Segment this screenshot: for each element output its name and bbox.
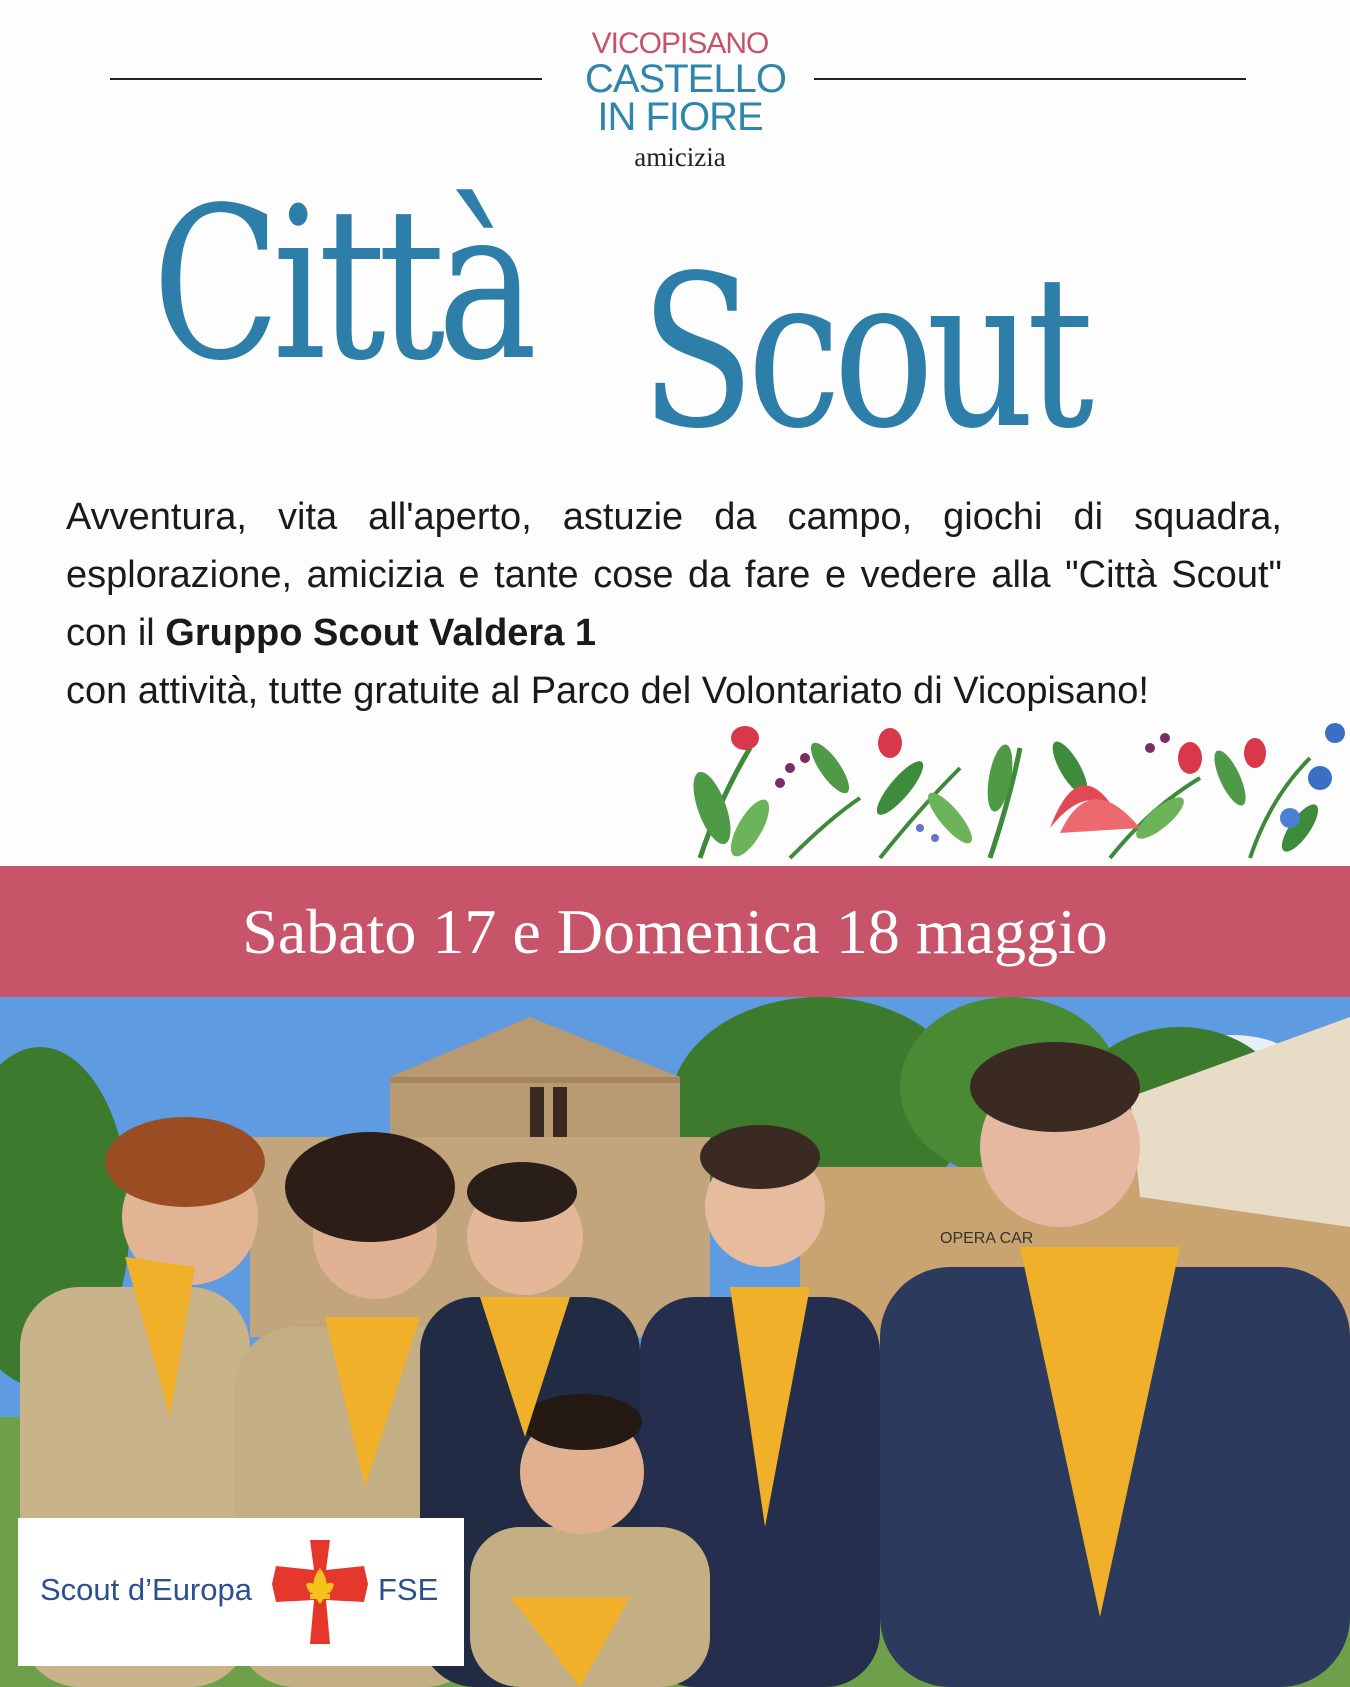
- header-rule-left: [110, 78, 542, 80]
- event-dates: Sabato 17 e Domenica 18 maggio: [242, 896, 1108, 967]
- logo-line-2: CASTELLO: [585, 57, 786, 101]
- description-paragraph-1: [66, 488, 1282, 662]
- title-word-scout: Scout: [640, 230, 1087, 475]
- scout-deuropa-badge: [18, 1518, 464, 1666]
- title-word-citta: Città: [152, 162, 530, 407]
- event-description: [66, 488, 1282, 720]
- logo-subtitle: amicizia: [634, 142, 726, 172]
- building-sign: OPERA CAR: [940, 1230, 1034, 1247]
- badge-label-scout-deuropa: Scout d’Europa: [40, 1572, 252, 1607]
- logo-line-1: VICOPISANO: [591, 27, 769, 60]
- castello-in-fiore-logo: [585, 27, 786, 174]
- date-banner: [0, 866, 1350, 997]
- description-group-name: Gruppo Scout Valdera 1: [165, 612, 597, 654]
- header-rule-right: [814, 78, 1246, 80]
- logo-line-3: IN FIORE: [597, 95, 763, 139]
- description-paragraph-2: con attività, tutte gratuite al Parco del Volontariato di Vicopisano!: [66, 670, 1149, 712]
- watercolor-flowers-decoration: [690, 708, 1350, 868]
- fse-cross-icon: [272, 1540, 368, 1644]
- badge-label-fse: FSE: [378, 1572, 439, 1607]
- description-text: Avventura, vita all'aperto, astuzie da campo, giochi di squadra, esplorazione, amicizia e tante cose da fare e vedere alla "Città Scout" con il: [66, 496, 1282, 654]
